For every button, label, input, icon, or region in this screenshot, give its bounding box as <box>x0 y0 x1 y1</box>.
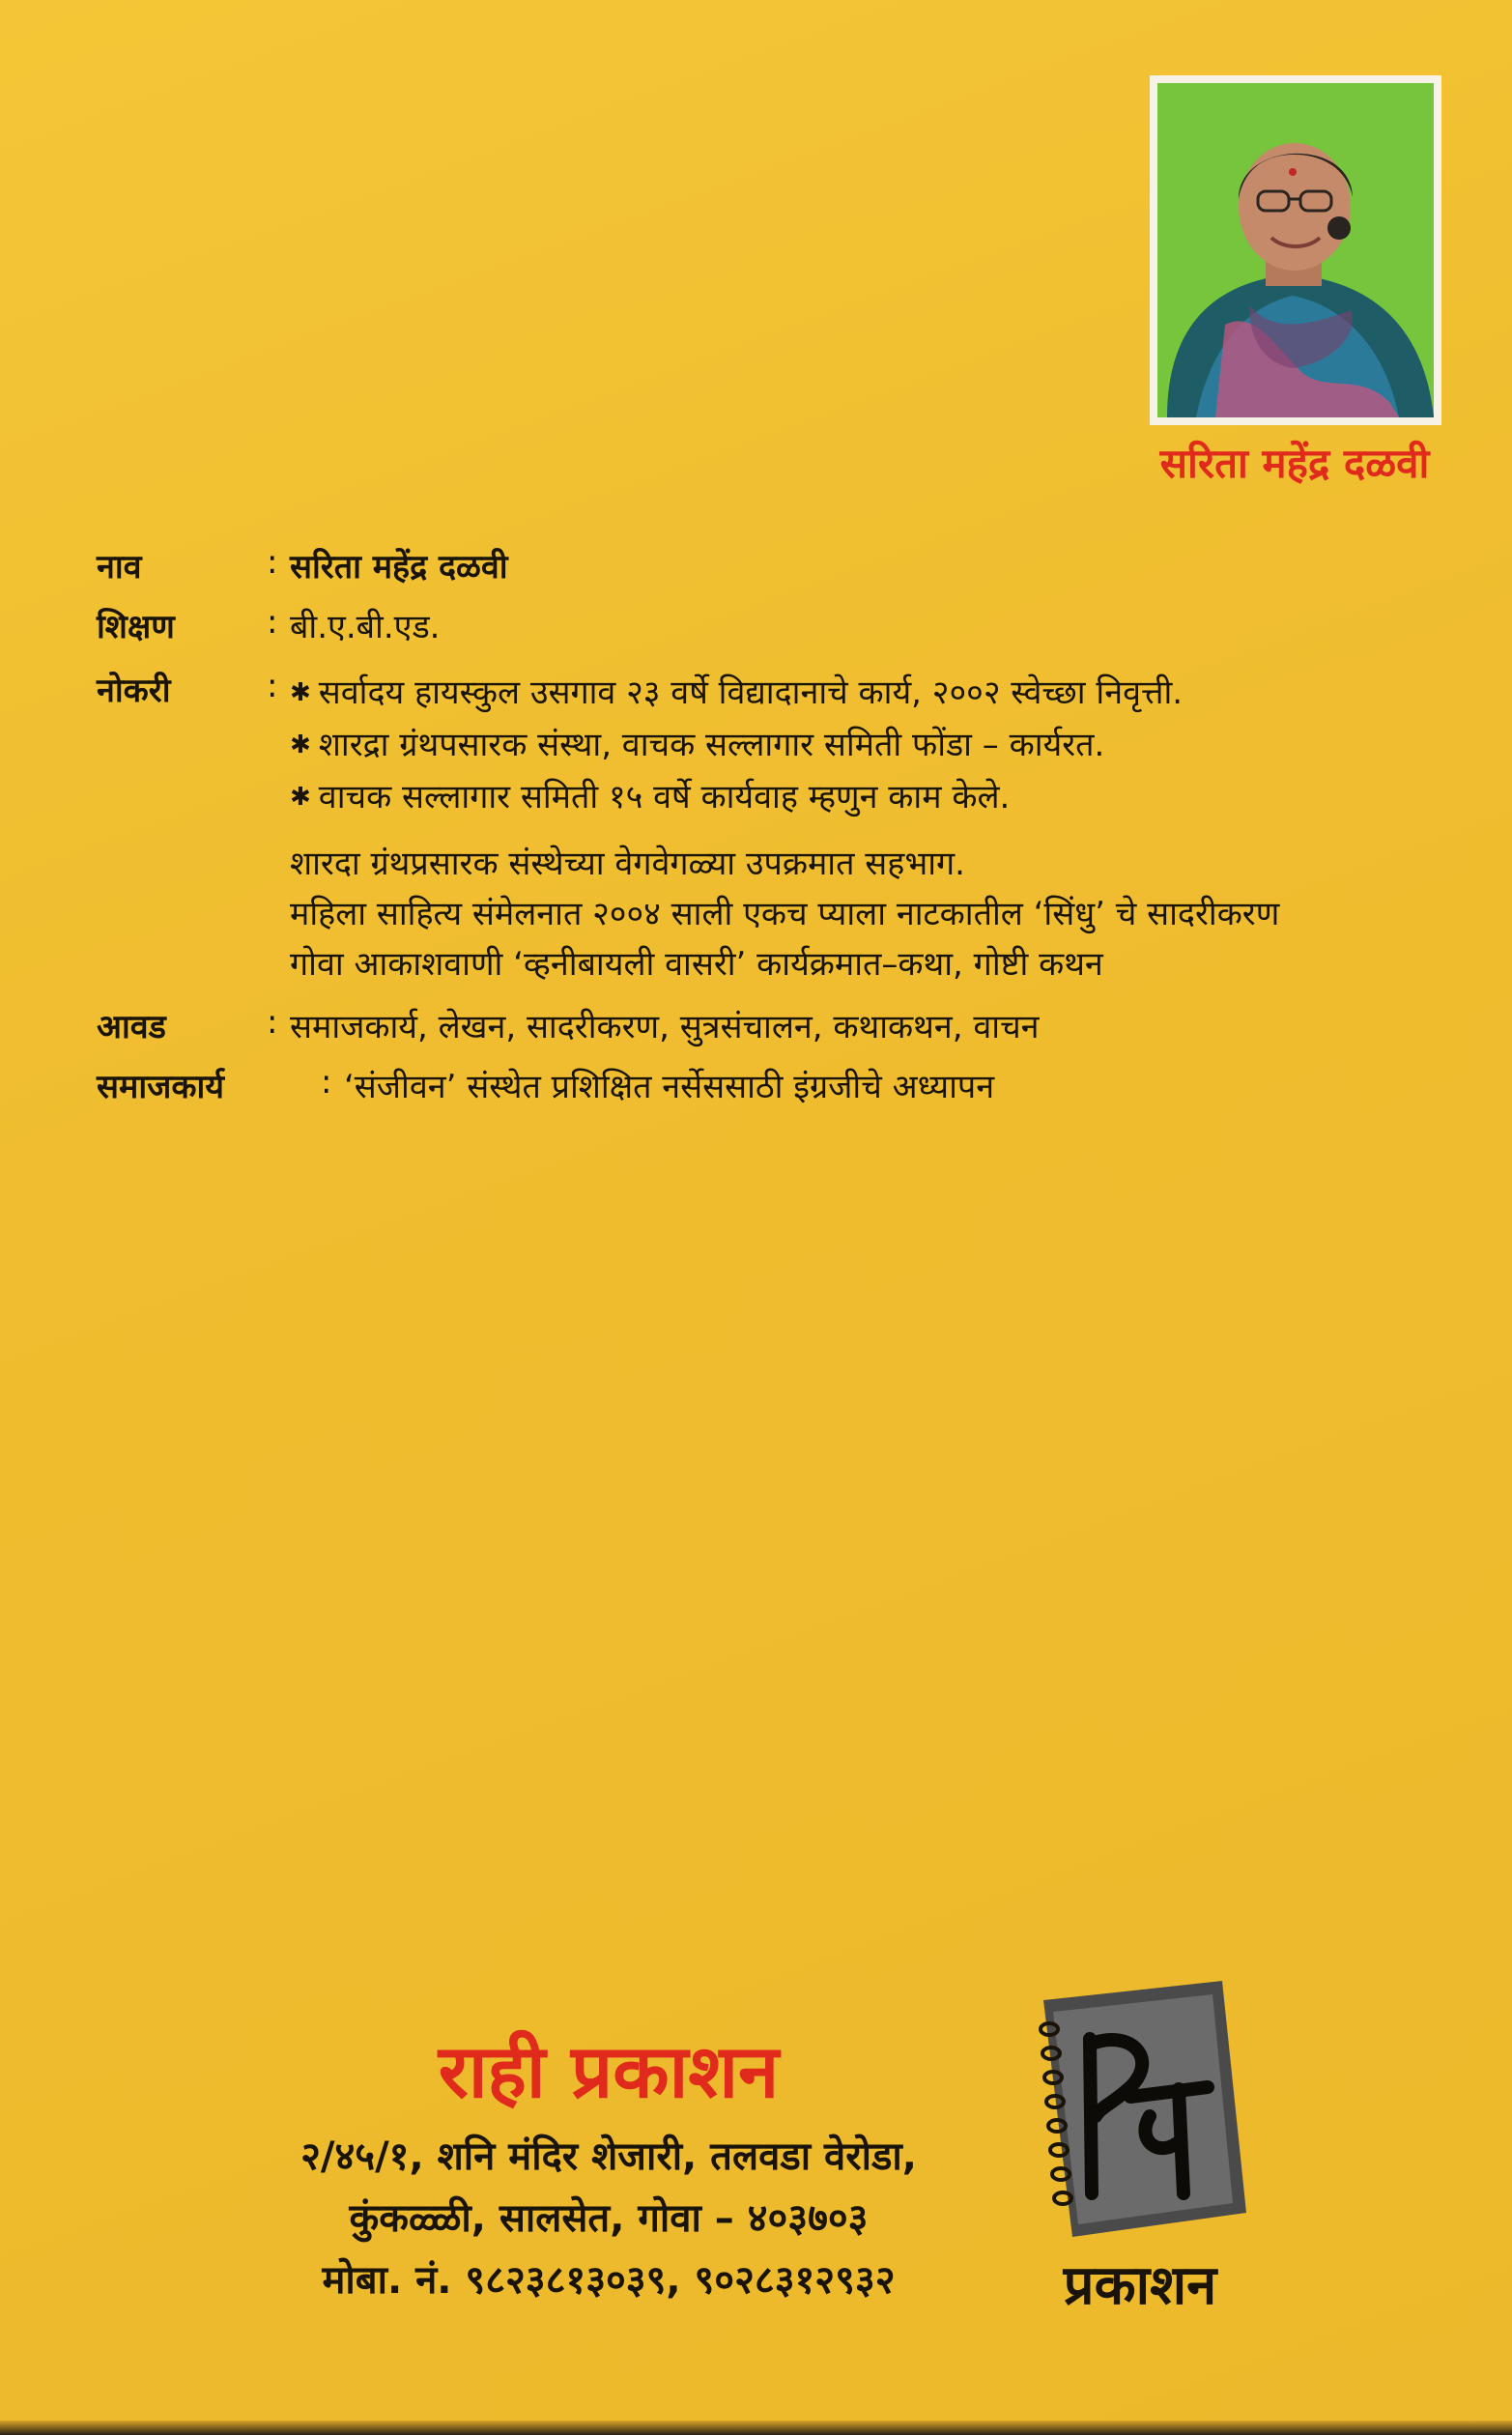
publisher-name: राही प्रकाशन <box>438 2028 780 2114</box>
bio-row-hobbies <box>97 1003 1449 1051</box>
author-photo <box>1157 83 1434 417</box>
bio-name-label: नाव <box>97 548 142 587</box>
bio-job-label: नोकरी <box>97 672 171 710</box>
bio-job-separator: : <box>267 667 278 705</box>
publisher-address <box>222 2126 995 2311</box>
bio-name-separator: : <box>267 543 278 582</box>
bio-row-social-work <box>97 1063 1449 1111</box>
phone-line: मोबा. नं. ९८२३८१३०३९, ९०२८३१२९३२ <box>322 2258 896 2303</box>
bio-row-job <box>97 667 1449 823</box>
bio-row-name <box>97 543 1449 591</box>
bio-hobbies-label: आवड <box>97 1008 166 1046</box>
address-line: कुंकळ्ळी, सालसेत, गोवा – ४०३७०३ <box>349 2196 869 2241</box>
bio-social-value: ‘संजीवन’ संस्थेत प्रशिक्षित नर्सेससाठी इंग्रजीचे अध्यापन <box>344 1068 995 1106</box>
bio-education-separator: : <box>267 603 278 642</box>
bio-extra-line: शारदा ग्रंथप्रसारक संस्थेच्या वेगवेगळ्या उपक्रमात सहभाग. <box>290 845 965 883</box>
bio-name-value: सरिता महेंद्र दळवी <box>290 548 508 587</box>
author-bio <box>97 543 1449 1111</box>
bio-hobbies-value: समाजकार्य, लेखन, सादरीकरण, सुत्रसंचालन, कथाकथन, वाचन <box>290 1008 1040 1046</box>
bio-social-separator: : <box>321 1063 332 1102</box>
author-portrait-image <box>1157 83 1434 417</box>
bio-education-value: बी.ए.बी.एड. <box>290 608 441 646</box>
bio-job-item: ✱ सर्वादय हायस्कुल उसगाव २३ वर्षे विद्यादानाचे कार्य, २००२ स्वेच्छा निवृत्ती. <box>290 673 1184 712</box>
bio-job-item: ✱ शारद्रा ग्रंथपसारक संस्था, वाचक सल्लागार समिती फोंडा – कार्यरत. <box>290 726 1105 764</box>
bio-hobbies-separator: : <box>267 1003 278 1042</box>
author-photo-frame <box>1150 75 1441 425</box>
asterisk-icon: ✱ <box>290 678 311 707</box>
address-line: २/४५/१, शनि मंदिर शेजारी, तलवडा वेरोडा, <box>300 2134 917 2179</box>
bio-job-item: ✱ वाचक सल्लागार समिती १५ वर्षे कार्यवाह म्हणुन काम केले. <box>290 778 1011 816</box>
bio-job-list <box>290 667 1449 823</box>
author-photo-caption: सरिता महेंद्र दळवी <box>1159 440 1430 487</box>
asterisk-icon: ✱ <box>290 783 311 812</box>
page-bottom-edge <box>0 2421 1512 2435</box>
bio-education-label: शिक्षण <box>97 608 175 646</box>
publisher-logo-word: प्रकाशन <box>1063 2254 1217 2317</box>
bio-social-label: समाजकार्य <box>97 1068 224 1106</box>
bio-row-education <box>97 603 1449 651</box>
asterisk-icon: ✱ <box>290 730 311 759</box>
bio-extra-activities <box>290 839 1449 989</box>
bio-extra-line: महिला साहित्य संमेलनात २००४ साली एकच प्याला नाटकातील ‘सिंधु’ चे सादरीकरण <box>290 895 1280 933</box>
bio-extra-line: गोवा आकाशवाणी ‘व्हनीबायली वासरी’ कार्यक्रमात–कथा, गोष्टी कथन <box>290 945 1103 984</box>
